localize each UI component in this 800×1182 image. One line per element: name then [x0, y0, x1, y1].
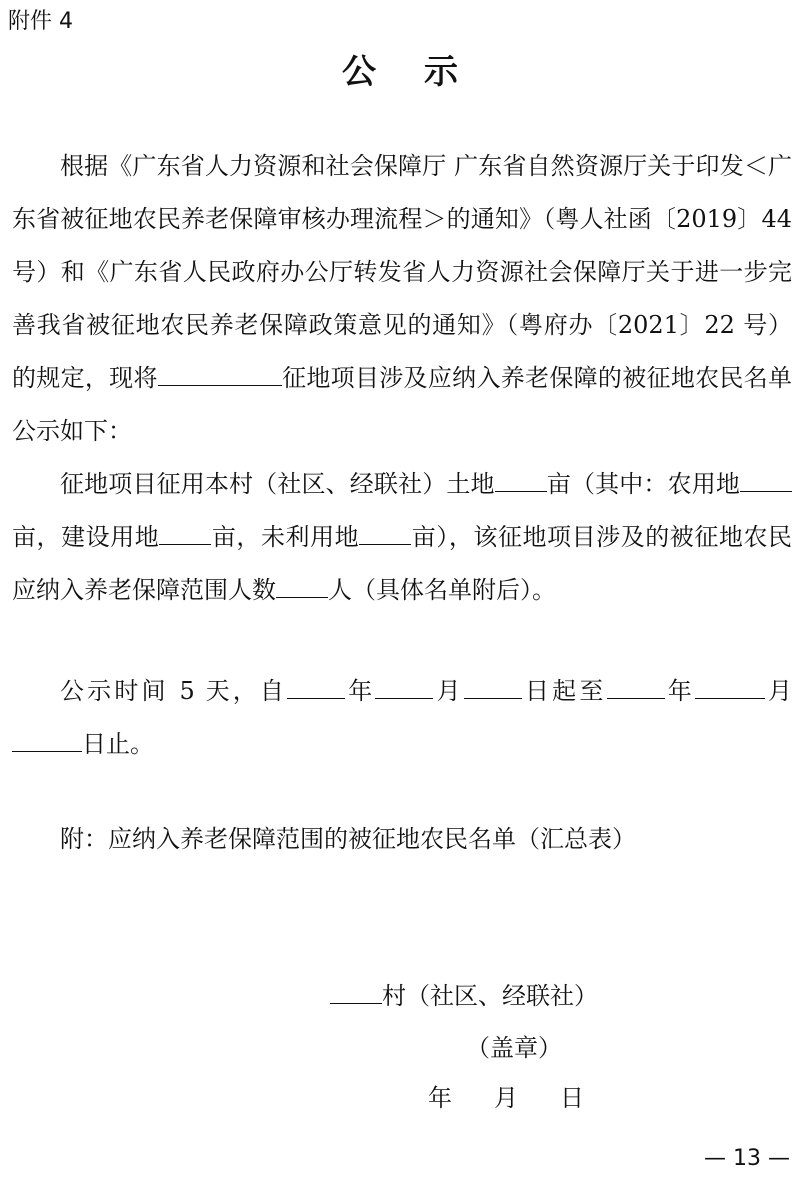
start-month-blank[interactable]	[375, 676, 433, 699]
month-label: 月	[764, 677, 793, 705]
paragraph-text: 亩），该征地项目涉及的被征地农民应纳入养老保障范围人数	[12, 523, 793, 604]
end-month-blank[interactable]	[695, 676, 765, 699]
paragraph-basis	[12, 140, 792, 458]
date-year: 年	[428, 1084, 452, 1112]
project-name-blank[interactable]	[158, 363, 282, 386]
end-day-blank[interactable]	[12, 729, 82, 752]
year-label: 年	[345, 677, 376, 705]
start-year-blank[interactable]	[287, 676, 345, 699]
paragraph-text: 根据《广东省人力资源和社会保障厅 广东省自然资源厅关于印发＜广东省被征地农民养老保障审核办理流程＞的通知》（粤人社函〔2019〕44 号）和《广东省人民政府办公厅转发省人力资源社会保障厅关于进一步完善我省被征地农民养老保障政策意见的通知》（粤府办〔2021〕22 号）的规定，现将	[12, 152, 792, 392]
start-day-blank[interactable]	[464, 676, 522, 699]
people-count-blank[interactable]	[276, 575, 328, 598]
paragraph-text: 征地项目涉及应纳入养老保障的被征地农民名单公示如下：	[12, 364, 793, 445]
land-total-blank[interactable]	[495, 469, 547, 492]
paragraph-land	[12, 458, 792, 617]
village-name-blank[interactable]	[330, 981, 382, 1004]
page-number: — 13 —	[704, 1146, 790, 1171]
end-year-blank[interactable]	[607, 676, 665, 699]
month-label: 月	[433, 677, 464, 705]
year-label: 年	[664, 677, 695, 705]
annex-note: 附：应纳入养老保障范围的被征地农民名单（汇总表）	[60, 825, 636, 853]
attachment-label: 附件 4	[8, 9, 73, 34]
date-day: 日	[560, 1084, 584, 1112]
signature-date	[428, 1072, 584, 1125]
paragraph-text: 亩（其中：农用地	[546, 470, 741, 498]
signature-seal: （盖章）	[466, 1034, 562, 1062]
date-month: 月	[494, 1084, 518, 1112]
signature-village	[330, 970, 598, 1023]
paragraph-text: 人（具体名单附后）。	[328, 576, 556, 604]
page-title: 公示	[342, 52, 506, 92]
construction-land-blank[interactable]	[159, 522, 211, 545]
paragraph-period	[12, 665, 792, 771]
paragraph-text: 亩，未利用地	[211, 523, 360, 551]
paragraph-text: 公示时间 5 天，自	[60, 677, 288, 705]
paragraph-text: 征地项目征用本村（社区、经联社）土地	[60, 470, 495, 498]
day-label: 日起至	[521, 677, 607, 705]
end-label: 日止。	[82, 730, 154, 758]
paragraph-text: 亩，建设用地	[12, 523, 160, 551]
farmland-blank[interactable]	[740, 469, 792, 492]
village-label: 村（社区、经联社）	[382, 982, 598, 1010]
unused-land-blank[interactable]	[359, 522, 411, 545]
